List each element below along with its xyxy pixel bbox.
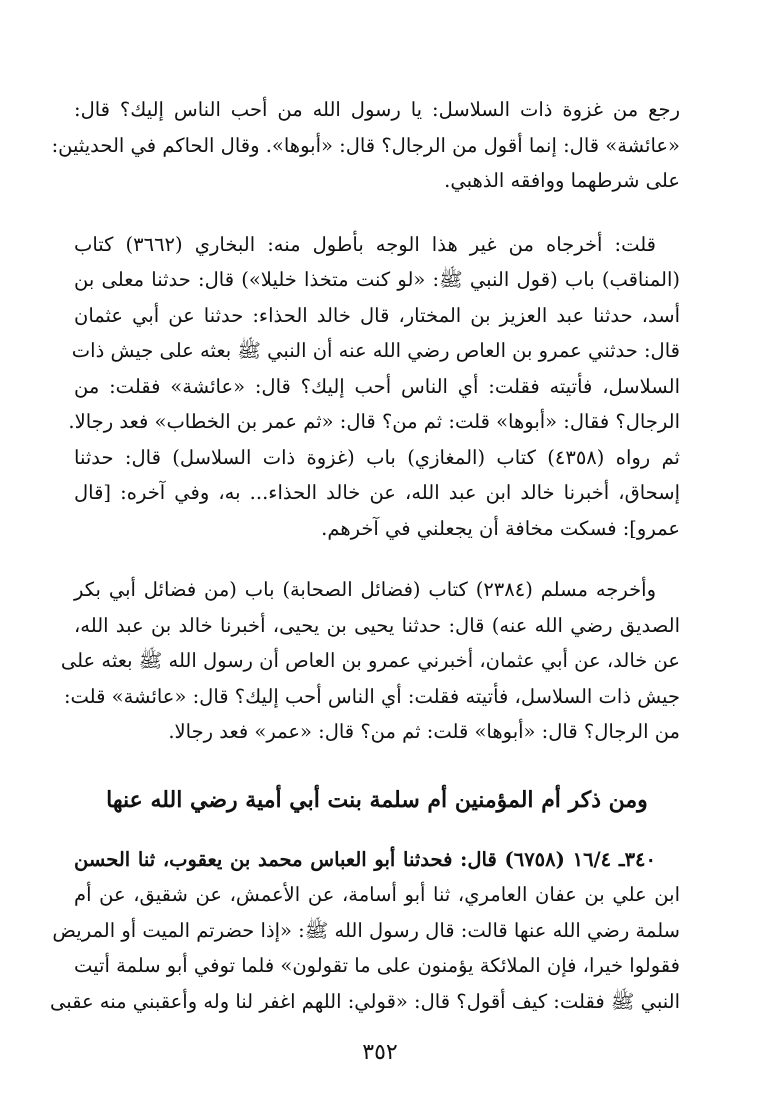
- text-line: ٣٤٠ـ ١٦/٤ (٦٧٥٨) قال: فحدثنا أبو العباس محمد بن يعقوب، ثنا الحسن: [74, 847, 656, 871]
- text-line: على شرطهما ووافقه الذهبي.: [444, 169, 680, 192]
- text-line: جيش ذات السلاسل، فأتيته فقلت: أي الناس أحب إليك؟ قال: «عائشة» قلت:: [63, 684, 680, 708]
- text-line: «عائشة» قال: إنما أقول من الرجال؟ قال: «أبوها». وقال الحاكم في الحديثين:: [51, 133, 680, 157]
- text-line: الصديق رضي الله عنه) قال: حدثنا يحيى بن يحيى، أخبرنا خالد بن عبد الله،: [74, 613, 680, 637]
- text-line: عمرو]: فسكت مخافة أن يجعلني في آخرهم.: [321, 516, 680, 540]
- text-line: رجع من غزوة ذات السلاسل: يا رسول الله من أحب الناس إليك؟ قال:: [74, 98, 680, 121]
- text-line: ابن علي بن عفان العامري، ثنا أبو أسامة، عن الأعمش، عن شقيق، عن أم: [74, 883, 680, 906]
- page-body: [49, 92, 680, 1019]
- text-line: النبي ﷺ فقلت: كيف أقول؟ قال: «قولي: اللهم اغفر لنا وله وأعقبني منه عقبى: [49, 989, 680, 1013]
- text-line: إسحاق، أخبرنا خالد ابن عبد الله، عن خالد الحذاء... به، وفي آخره: [قال: [74, 481, 680, 504]
- text-line: عن خالد، عن أبي عثمان، أخبرني عمرو بن العاص أن رسول الله ﷺ بعثه على: [60, 649, 680, 672]
- text-line: من الرجال؟ قال: «أبوها» قلت: ثم من؟ قال: «عمر» فعد رجالا.: [168, 720, 680, 743]
- text-line: وأخرجه مسلم (٢٣٨٤) كتاب (فضائل الصحابة) باب (من فضائل أبي بكر: [74, 578, 656, 601]
- text-line: سلمة رضي الله عنها قالت: قال رسول الله ﷺ: «إذا حضرتم الميت أو المريض: [52, 918, 680, 942]
- paragraph-4: [49, 842, 680, 1020]
- text-line: أسد، حدثنا عبد العزيز بن المختار، قال خالد الحذاء: حدثنا عن أبي عثمان: [74, 303, 680, 327]
- text-line: فقولوا خيرا، فإن الملائكة يؤمنون على ما تقولون» فلما توفي أبو سلمة أتيت: [74, 954, 680, 977]
- text-line: السلاسل، فأتيته فقلت: أي الناس أحب إليك؟ قال: «عائشة» فقلت: من: [74, 374, 680, 398]
- page-number: ٣٥٢: [362, 1040, 398, 1065]
- paragraph-2: [68, 227, 680, 547]
- text-line: قلت: أخرجاه من غير هذا الوجه بأطول منه: البخاري (٣٦٦٢) كتاب: [74, 232, 657, 256]
- text-line: ثم رواه (٤٣٥٨) كتاب (المغازي) باب (غزوة ذات السلاسل) قال: حدثنا: [74, 445, 680, 469]
- text-line: الرجال؟ فقال: «أبوها» قلت: ثم من؟ قال: «ثم عمر بن الخطاب» فعد رجالا.: [68, 410, 680, 433]
- paragraph-3: [60, 572, 680, 750]
- text-line: قال: حدثني عمرو بن العاص رضي الله عنه أن النبي ﷺ بعثه على جيش ذات: [71, 339, 680, 362]
- section-heading: ومن ذكر أم المؤمنين أم سلمة بنت أبي أمية رضي الله عنها: [106, 786, 648, 813]
- text-line: (المناقب) باب (قول النبي ﷺ: «لو كنت متخذا خليلا») قال: حدثنا معلى بن: [74, 268, 680, 291]
- paragraph-1: [51, 92, 680, 199]
